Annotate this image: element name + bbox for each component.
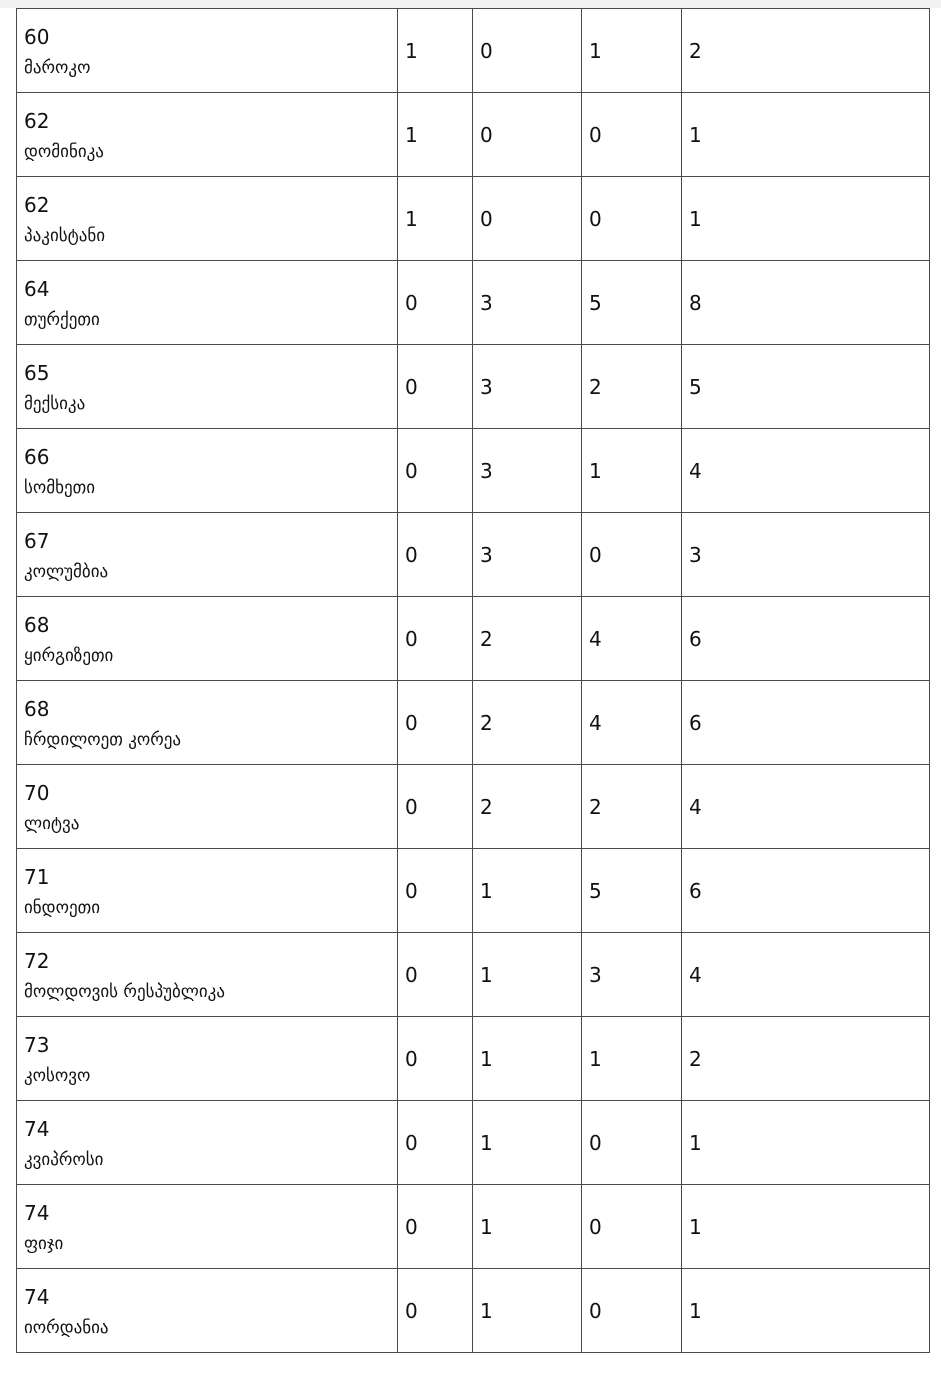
bronze-count-cell: 2 [582,345,682,429]
country-cell [17,9,398,93]
table-row [17,849,930,933]
table-row [17,177,930,261]
total-count-cell: 1 [682,1101,930,1185]
silver-count-cell: 2 [473,597,582,681]
gold-count-cell: 0 [398,345,473,429]
rank-value: 68 [24,696,50,721]
rank-value: 67 [24,528,50,553]
table-row [17,1017,930,1101]
country-cell [17,429,398,513]
gold-count-cell: 0 [398,1269,473,1353]
rank-value: 62 [24,192,50,217]
country-name: იორდანია [24,1317,109,1338]
country-name: პაკისტანი [24,225,106,246]
country-cell [17,765,398,849]
rank-value: 74 [24,1284,50,1309]
country-name: კოსოვო [24,1065,91,1086]
total-count-cell: 6 [682,849,930,933]
bronze-count-cell: 0 [582,1269,682,1353]
table-row [17,9,930,93]
rank-value: 62 [24,108,50,133]
country-cell [17,1017,398,1101]
silver-count-cell: 2 [473,765,582,849]
country-cell [17,597,398,681]
country-name: მოლდოვის რესპუბლიკა [24,981,225,1002]
total-count-cell: 2 [682,1017,930,1101]
total-count-cell: 6 [682,597,930,681]
gold-count-cell: 0 [398,597,473,681]
medal-table-body [17,9,930,1353]
country-cell [17,345,398,429]
country-cell [17,93,398,177]
bronze-count-cell: 0 [582,93,682,177]
table-row [17,1101,930,1185]
country-name: კვიპროსი [24,1149,104,1170]
bronze-count-cell: 0 [582,513,682,597]
silver-count-cell: 3 [473,261,582,345]
rank-value: 72 [24,948,50,973]
country-name: ინდოეთი [24,897,100,918]
silver-count-cell: 1 [473,1017,582,1101]
total-count-cell: 4 [682,765,930,849]
country-cell [17,681,398,765]
medal-table [16,8,930,1353]
bronze-count-cell: 1 [582,1017,682,1101]
country-cell [17,933,398,1017]
silver-count-cell: 1 [473,1185,582,1269]
bronze-count-cell: 5 [582,849,682,933]
silver-count-cell: 3 [473,429,582,513]
silver-count-cell: 1 [473,933,582,1017]
total-count-cell: 4 [682,429,930,513]
total-count-cell: 8 [682,261,930,345]
table-row [17,261,930,345]
rank-value: 70 [24,780,50,805]
gold-count-cell: 0 [398,1185,473,1269]
bronze-count-cell: 1 [582,429,682,513]
gold-count-cell: 1 [398,9,473,93]
silver-count-cell: 2 [473,681,582,765]
total-count-cell: 1 [682,1185,930,1269]
total-count-cell: 1 [682,177,930,261]
gold-count-cell: 0 [398,933,473,1017]
rank-value: 74 [24,1200,50,1225]
bronze-count-cell: 0 [582,1185,682,1269]
gold-count-cell: 0 [398,261,473,345]
silver-count-cell: 0 [473,9,582,93]
gold-count-cell: 0 [398,513,473,597]
country-name: კოლუმბია [24,561,109,582]
table-row [17,597,930,681]
rank-value: 66 [24,444,50,469]
country-name: სომხეთი [24,477,96,498]
country-name: ლიტვა [24,813,80,834]
gold-count-cell: 1 [398,177,473,261]
total-count-cell: 4 [682,933,930,1017]
table-row [17,765,930,849]
page-top-strip [0,0,941,8]
rank-value: 68 [24,612,50,637]
country-name: ჩრდილოეთ კორეა [24,729,182,750]
silver-count-cell: 0 [473,177,582,261]
silver-count-cell: 3 [473,513,582,597]
table-row [17,513,930,597]
country-cell [17,849,398,933]
table-row [17,1269,930,1353]
total-count-cell: 6 [682,681,930,765]
total-count-cell: 1 [682,1269,930,1353]
table-row [17,933,930,1017]
silver-count-cell: 3 [473,345,582,429]
gold-count-cell: 0 [398,1017,473,1101]
bronze-count-cell: 0 [582,1101,682,1185]
silver-count-cell: 1 [473,849,582,933]
gold-count-cell: 0 [398,765,473,849]
total-count-cell: 2 [682,9,930,93]
total-count-cell: 5 [682,345,930,429]
table-row [17,681,930,765]
gold-count-cell: 0 [398,849,473,933]
table-row [17,1185,930,1269]
rank-value: 64 [24,276,50,301]
table-row [17,93,930,177]
rank-value: 65 [24,360,50,385]
table-row [17,429,930,513]
gold-count-cell: 0 [398,1101,473,1185]
country-name: ფიჯი [24,1233,64,1254]
rank-value: 73 [24,1032,50,1057]
table-row [17,345,930,429]
country-name: ყირგიზეთი [24,645,114,666]
country-name: თურქეთი [24,309,100,330]
bronze-count-cell: 0 [582,177,682,261]
gold-count-cell: 0 [398,681,473,765]
silver-count-cell: 1 [473,1101,582,1185]
silver-count-cell: 1 [473,1269,582,1353]
total-count-cell: 3 [682,513,930,597]
country-name: მაროკო [24,57,91,78]
bronze-count-cell: 4 [582,681,682,765]
country-name: მექსიკა [24,393,86,414]
gold-count-cell: 1 [398,93,473,177]
gold-count-cell: 0 [398,429,473,513]
bronze-count-cell: 5 [582,261,682,345]
rank-value: 71 [24,864,50,889]
country-cell [17,513,398,597]
rank-value: 74 [24,1116,50,1141]
country-name: დომინიკა [24,141,104,162]
total-count-cell: 1 [682,93,930,177]
country-cell [17,1101,398,1185]
bronze-count-cell: 3 [582,933,682,1017]
silver-count-cell: 0 [473,93,582,177]
rank-value: 60 [24,24,50,49]
bronze-count-cell: 4 [582,597,682,681]
bronze-count-cell: 2 [582,765,682,849]
country-cell [17,177,398,261]
country-cell [17,261,398,345]
country-cell [17,1269,398,1353]
bronze-count-cell: 1 [582,9,682,93]
country-cell [17,1185,398,1269]
